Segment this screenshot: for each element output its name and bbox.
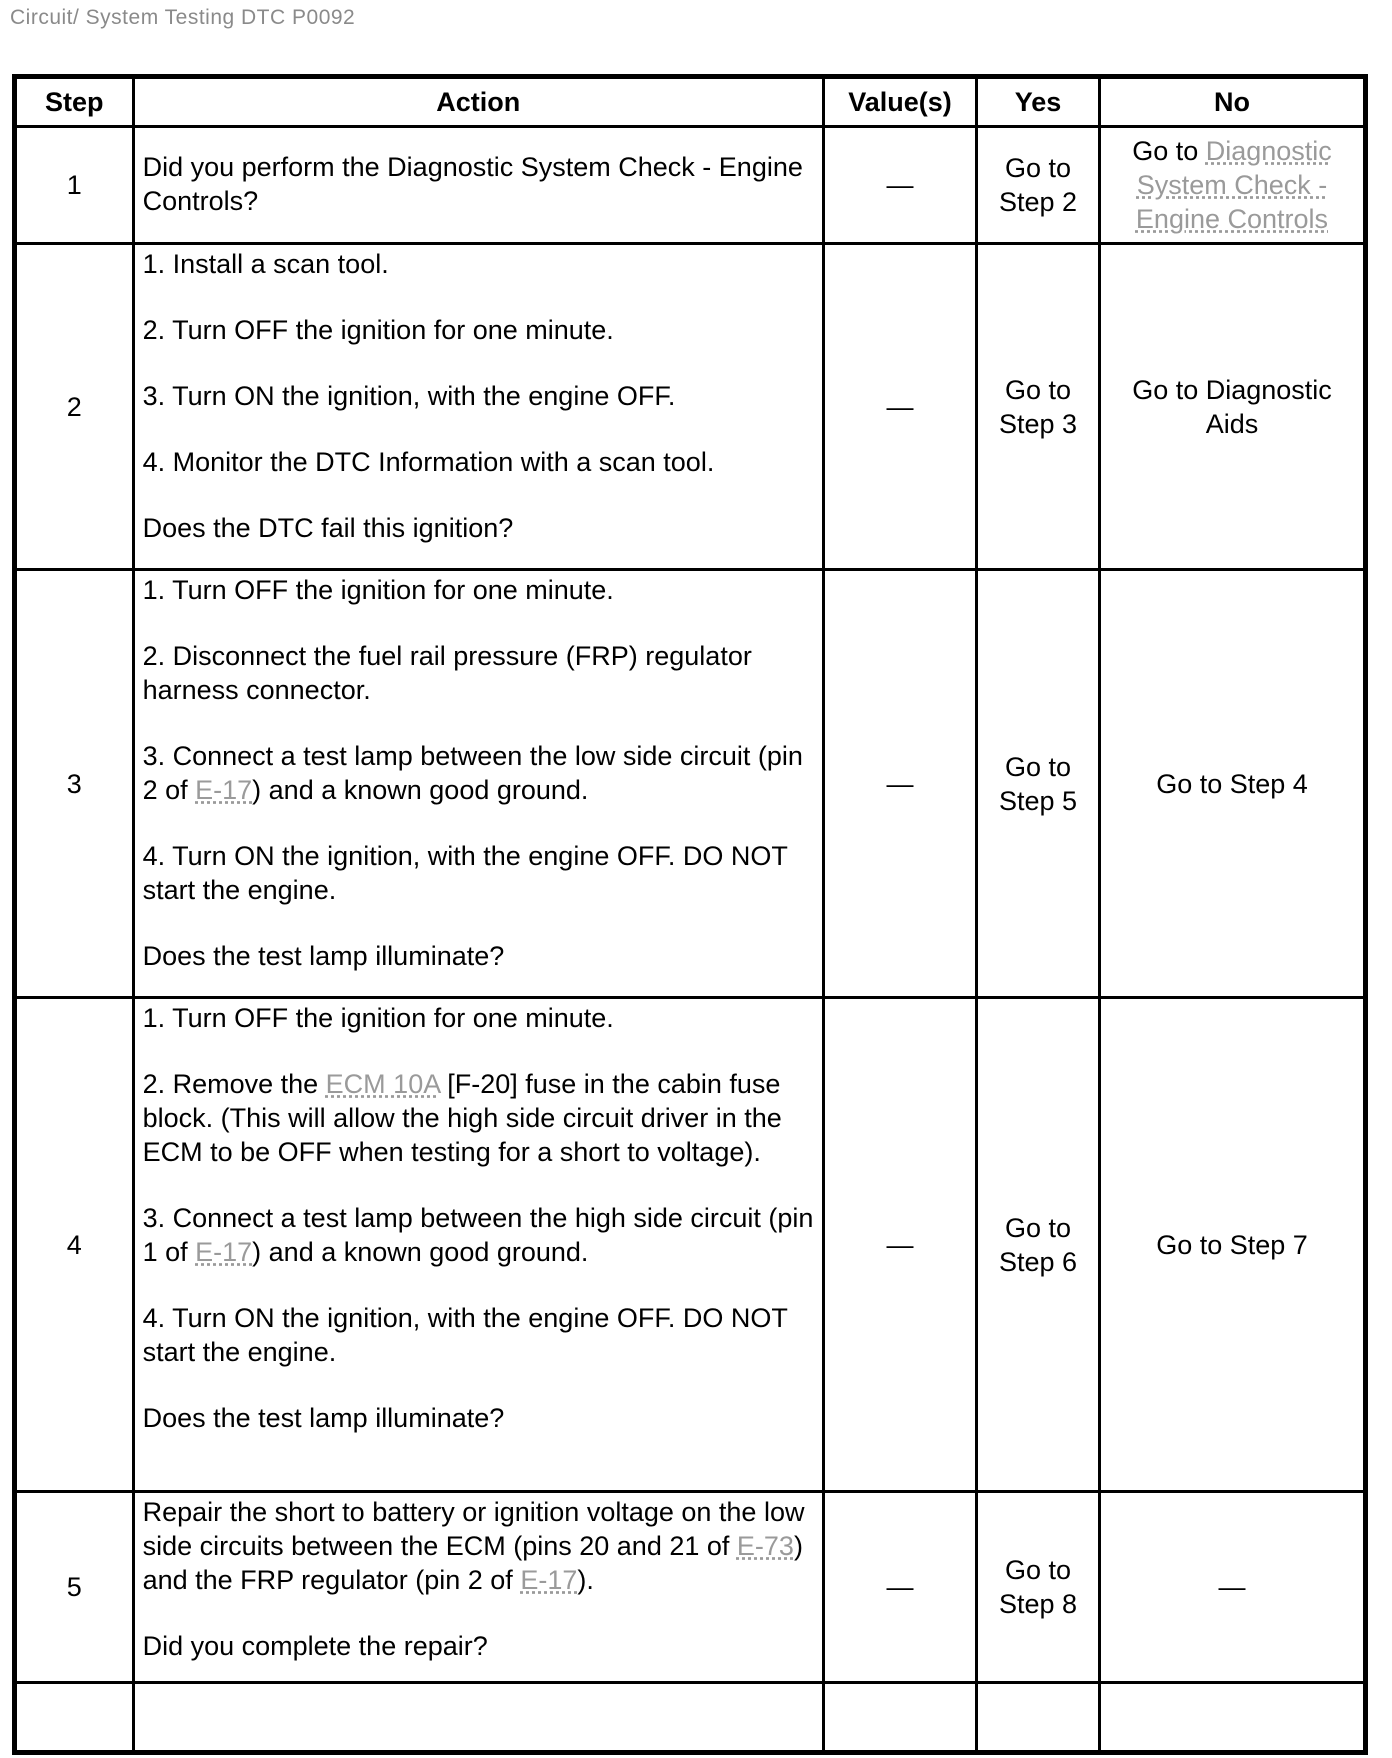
action-text xyxy=(143,1067,814,1169)
empty-table-row xyxy=(15,1683,1366,1753)
action-text: 4. Turn ON the ignition, with the engine OFF. DO NOT start the engine. xyxy=(142,1303,788,1367)
yes-cell[interactable]: Go to Step 6 xyxy=(976,998,1099,1492)
no-cell[interactable]: Go to Diagnostic Aids xyxy=(1099,244,1365,570)
ecm-fuse-link[interactable]: ECM 10A xyxy=(325,1069,440,1099)
no-text: Go to xyxy=(1132,136,1206,166)
yes-cell[interactable]: Go to Step 2 xyxy=(976,127,1099,244)
empty-cell xyxy=(976,1683,1099,1753)
connector-e17-link[interactable]: E-17 xyxy=(195,775,253,805)
action-text: 2. Disconnect the fuel rail pressure (FRP) regulator harness connector. xyxy=(142,641,752,705)
action-text-part: 3. Connect a test lamp between the high side circuit (pin 1 of xyxy=(142,1203,814,1267)
empty-cell xyxy=(133,1683,823,1753)
value-cell: — xyxy=(824,127,977,244)
table-row xyxy=(15,244,1366,570)
action-text xyxy=(143,1495,814,1597)
action-text: 2. Turn OFF the ignition for one minute. xyxy=(142,315,614,345)
header-row xyxy=(15,77,1366,127)
action-cell xyxy=(133,1492,823,1683)
table-row xyxy=(15,1492,1366,1683)
header-values: Value(s) xyxy=(824,77,977,127)
action-cell xyxy=(133,244,823,570)
yes-cell[interactable]: Go to Step 8 xyxy=(976,1492,1099,1683)
diagnostic-system-check-link[interactable]: Diagnostic System Check - Engine Controls xyxy=(1135,136,1332,234)
empty-cell xyxy=(824,1683,977,1753)
action-text: Did you perform the Diagnostic System Check - Engine Controls? xyxy=(142,152,803,216)
action-text-part: Repair the short to battery or ignition voltage on the low side circuits between the ECM (pins 20 and 21 of xyxy=(142,1497,805,1561)
connector-e17-link[interactable]: E-17 xyxy=(195,1237,253,1267)
value-cell: — xyxy=(824,570,977,998)
step-number: 4 xyxy=(15,998,134,1492)
action-text xyxy=(143,739,814,807)
diagnostic-table xyxy=(12,74,1368,1755)
action-text xyxy=(143,1201,814,1269)
step-number: 3 xyxy=(15,570,134,998)
table-row xyxy=(15,127,1366,244)
action-text: 1. Turn OFF the ignition for one minute. xyxy=(142,575,614,605)
action-text-part: ) and a known good ground. xyxy=(252,1237,589,1267)
value-cell: — xyxy=(824,998,977,1492)
action-text: 4. Turn ON the ignition, with the engine OFF. DO NOT start the engine. xyxy=(142,841,788,905)
table-row xyxy=(15,570,1366,998)
step-number: 2 xyxy=(15,244,134,570)
table-row xyxy=(15,998,1366,1492)
yes-cell[interactable]: Go to Step 3 xyxy=(976,244,1099,570)
header-step: Step xyxy=(15,77,134,127)
step-number: 1 xyxy=(15,127,134,244)
no-cell: — xyxy=(1099,1492,1365,1683)
step-number: 5 xyxy=(15,1492,134,1683)
connector-e73-link[interactable]: E-73 xyxy=(736,1531,794,1561)
no-cell[interactable]: Go to Step 4 xyxy=(1099,570,1365,998)
action-text: 1. Install a scan tool. xyxy=(142,249,389,279)
header-action: Action xyxy=(133,77,823,127)
action-text: 1. Turn OFF the ignition for one minute. xyxy=(142,1003,614,1033)
action-question: Does the test lamp illuminate? xyxy=(142,941,505,971)
value-cell: — xyxy=(824,244,977,570)
connector-e17-link[interactable]: E-17 xyxy=(520,1565,578,1595)
action-text-part: 2. Remove the xyxy=(142,1069,326,1099)
empty-cell xyxy=(15,1683,134,1753)
action-question: Does the DTC fail this ignition? xyxy=(142,513,514,543)
action-text: 4. Monitor the DTC Information with a scan tool. xyxy=(142,447,715,477)
action-text: 3. Turn ON the ignition, with the engine OFF. xyxy=(142,381,676,411)
action-text-part: ). xyxy=(577,1565,594,1595)
empty-cell xyxy=(1099,1683,1365,1753)
no-cell[interactable]: Go to Step 7 xyxy=(1099,998,1365,1492)
header-yes: Yes xyxy=(976,77,1099,127)
action-question: Did you complete the repair? xyxy=(142,1631,488,1661)
action-cell xyxy=(133,570,823,998)
action-text-part: ) and a known good ground. xyxy=(252,775,589,805)
page-title: Circuit/ System Testing DTC P0092 xyxy=(10,6,356,29)
action-cell xyxy=(133,127,823,244)
action-text-part: ) and the FRP regulator (pin 2 of xyxy=(142,1531,803,1595)
no-cell xyxy=(1099,127,1365,244)
header-no: No xyxy=(1099,77,1365,127)
action-text-part: [F-20] fuse in the cabin fuse block. (This will allow the high side circuit driver in the ECM to be OFF when testing for a short to voltage). xyxy=(142,1069,782,1167)
action-cell xyxy=(133,998,823,1492)
action-question: Does the test lamp illuminate? xyxy=(142,1403,505,1433)
value-cell: — xyxy=(824,1492,977,1683)
yes-cell[interactable]: Go to Step 5 xyxy=(976,570,1099,998)
action-text-part: 3. Connect a test lamp between the low side circuit (pin 2 of xyxy=(142,741,803,805)
